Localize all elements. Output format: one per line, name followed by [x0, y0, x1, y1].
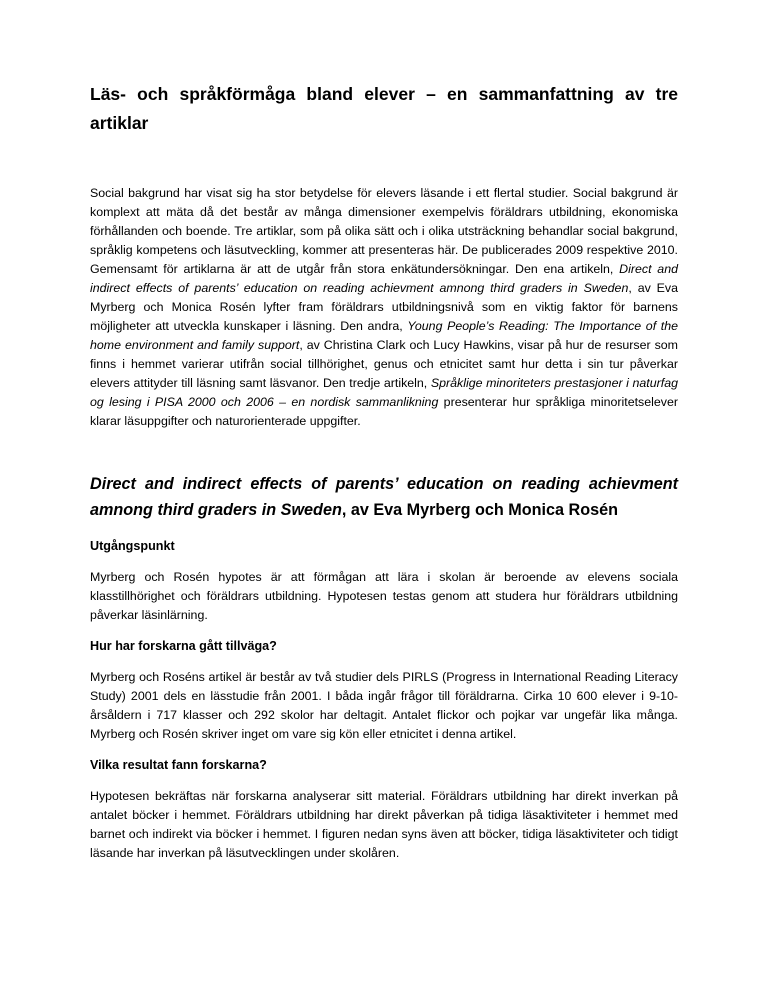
subsection-heading: Vilka resultat fann forskarna? — [90, 758, 267, 772]
intro-paragraph — [90, 184, 678, 431]
section-heading-authors: , av Eva Myrberg och Monica Rosén — [341, 501, 619, 519]
subsection-results — [90, 756, 678, 863]
intro-text-2: , av Eva Myrberg och Monica Rosén lyfter fram föräldrars utbildningsnivå som en viktig faktor för barnens möjligheter att utveckla kunskaper i läsning. Den andra, — [90, 281, 679, 333]
section-heading-italic: Direct and indirect effects of parents’ education on reading achievment amnong third graders in Sweden — [90, 475, 678, 519]
document-content — [90, 80, 678, 875]
intro-text-3: , av Christina Clark och Lucy Hawkins, visar på hur de resurser som finns i hemmet varierar utifrån social tillhörighet, genus och etnicitet samt hur detta i sin tur påverkar elevers attityder till läsning samt läsvanor. Den tredje artikeln, — [90, 338, 678, 390]
subsection-heading: Utgångspunkt — [90, 539, 175, 553]
subsection-text: Myrberg och Rosén hypotes är att förmågan att lära i skolan är beroende av elevens sociala klasstillhörighet och föräldrars utbildning. Hypotesen testas genom att studera hur föräldrars utbildning påverkar läsinlärning. — [90, 570, 678, 622]
subsection-text: Hypotesen bekräftas när forskarna analyserar sitt material. Föräldrars utbildning har direkt inverkan på antalet böcker i hemmet. Föräldrars utbildning har direkt påverkan på tidiga läsaktiviteter i hemmet med barnet och indirekt via böcker i hemmet. I figuren nedan syns även att böcker, tidiga läsaktiviteter och tidigt läsande har inverkan på läsutvecklingen under skolåren. — [90, 789, 678, 860]
subsection-method — [90, 637, 678, 744]
document-title: Läs- och språkförmåga bland elever – en sammanfattning av tre artiklar — [90, 84, 678, 133]
article-3-title: Språklige minoriteters prestasjoner i naturfag og lesing i PISA 2000 och 2006 – en nordisk sammanlikning — [90, 376, 678, 409]
subsection-heading: Hur har forskarna gått tillväga? — [90, 639, 277, 653]
subsection-starting-point — [90, 537, 678, 625]
subsection-text: Myrberg och Roséns artikel är består av två studier dels PIRLS (Progress in International Reading Literacy Study) 2001 dels en lässtudie från 2001. I båda ingår frågor till föräldrarna. Cirka 10 600 elever i 9-10-årsåldern i 717 klasser och 292 skolor har deltagit. Antalet flickor och pojkar var ungefär lika många. Myrberg och Rosén skriver inget om vare sig kön eller etnicitet i denna artikel. — [90, 670, 678, 741]
intro-text-1: Social bakgrund har visat sig ha stor betydelse för elevers läsande i ett flertal studier. Social bakgrund är komplext att mäta då det består av många dimensioner exempelvis föräldrars utbildning, ekonomiska förhållanden och boende. Tre artiklar, som på olika sätt och i olika utsträckning behandlar social bakgrund, språklig kompetens och läsutveckling, kommer att presenteras här. De publicerades 2009 respektive 2010. Gemensamt för artiklarna är att de utgår från stora enkätundersökningar. Den ena artikeln, — [90, 186, 678, 276]
section-heading — [90, 471, 678, 523]
article-1-title: Direct and indirect effects of parents’ education on reading achievment amnong third graders in Sweden — [90, 262, 678, 295]
article-2-title: Young People’s Reading: The Importance of the home environment and family support — [90, 319, 678, 352]
intro-text-4: presenterar hur språkliga minoritetselever klarar läsuppgifter och naturorienterade uppgifter. — [90, 395, 678, 428]
